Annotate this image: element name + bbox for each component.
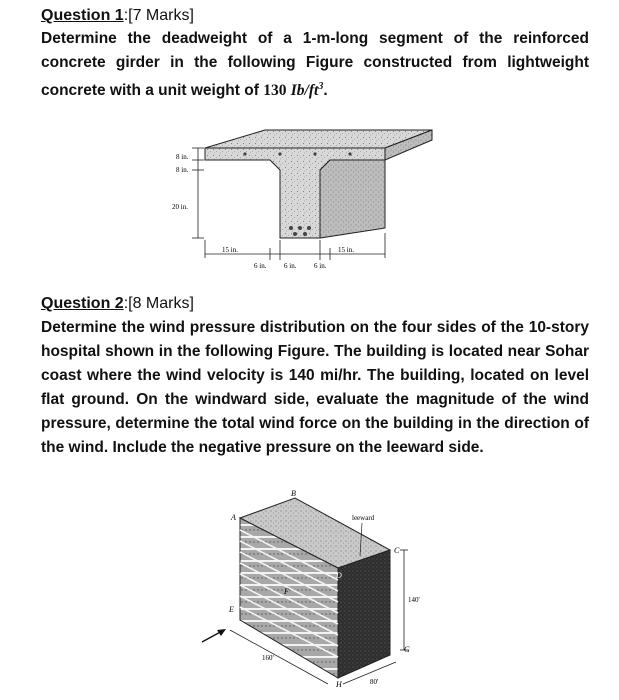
dim-8in-top: 8 in. [176, 153, 189, 161]
q1-weight-unit: Ib/ft [290, 82, 319, 100]
q2-number: Question 2 [41, 295, 124, 312]
dim-length: 160' [262, 654, 274, 662]
q2-title [41, 294, 589, 314]
girder-web-side [320, 160, 385, 238]
dim-height: 140' [408, 596, 420, 604]
label-g: G [404, 645, 410, 654]
girder-figure [170, 118, 440, 278]
dim-width: 80' [370, 678, 379, 686]
label-e: E [229, 605, 234, 614]
dim-6in-b: 6 in. [284, 262, 297, 270]
q1-weight-exp: 3 [318, 81, 324, 92]
dim-6in-c: 6 in. [314, 262, 327, 270]
building-side-face [338, 550, 390, 678]
q1-weight-end: . [323, 82, 328, 100]
dim-20in: 20 in. [172, 203, 188, 211]
label-b: B [291, 490, 296, 498]
label-h: H [336, 680, 342, 689]
label-c: C [394, 546, 400, 555]
label-f: F [284, 587, 289, 596]
dim-6in-a: 6 in. [254, 262, 267, 270]
dim-15in-left: 15 in. [222, 246, 238, 254]
q1-marks: :[7 Marks] [123, 7, 194, 24]
q1-text-main: Determine the deadweight of a 1-m-long segment of the reinforced concrete girder in the following Figure constructed from lightweight concrete with a unit weight of [41, 30, 589, 100]
q2-text: Determine the wind pressure distribution on the four sides of the 10-story hospital shown in the following Figure. The building is located near Sohar coast where the wind velocity is 140 mi/hr. The building, located on level flat ground. On the windward side, evaluate the magnitude of the wind pressure, determine the total wind force on the building in the direction of the wind. Include the negative pressure on the leeward side. [41, 319, 589, 456]
label-a: A [231, 513, 236, 522]
dim-8in-bottom: 8 in. [176, 166, 189, 174]
q1-text [41, 27, 589, 103]
q1-weight-value: 130 [263, 82, 287, 100]
q2-marks: :[8 Marks] [123, 295, 194, 312]
label-d: D [336, 571, 342, 580]
q1-number: Question 1 [41, 7, 124, 24]
dim-15in-right: 15 in. [338, 246, 354, 254]
q1-title [41, 6, 589, 26]
label-leeward: leeward [352, 514, 375, 522]
building-figure [200, 490, 445, 690]
